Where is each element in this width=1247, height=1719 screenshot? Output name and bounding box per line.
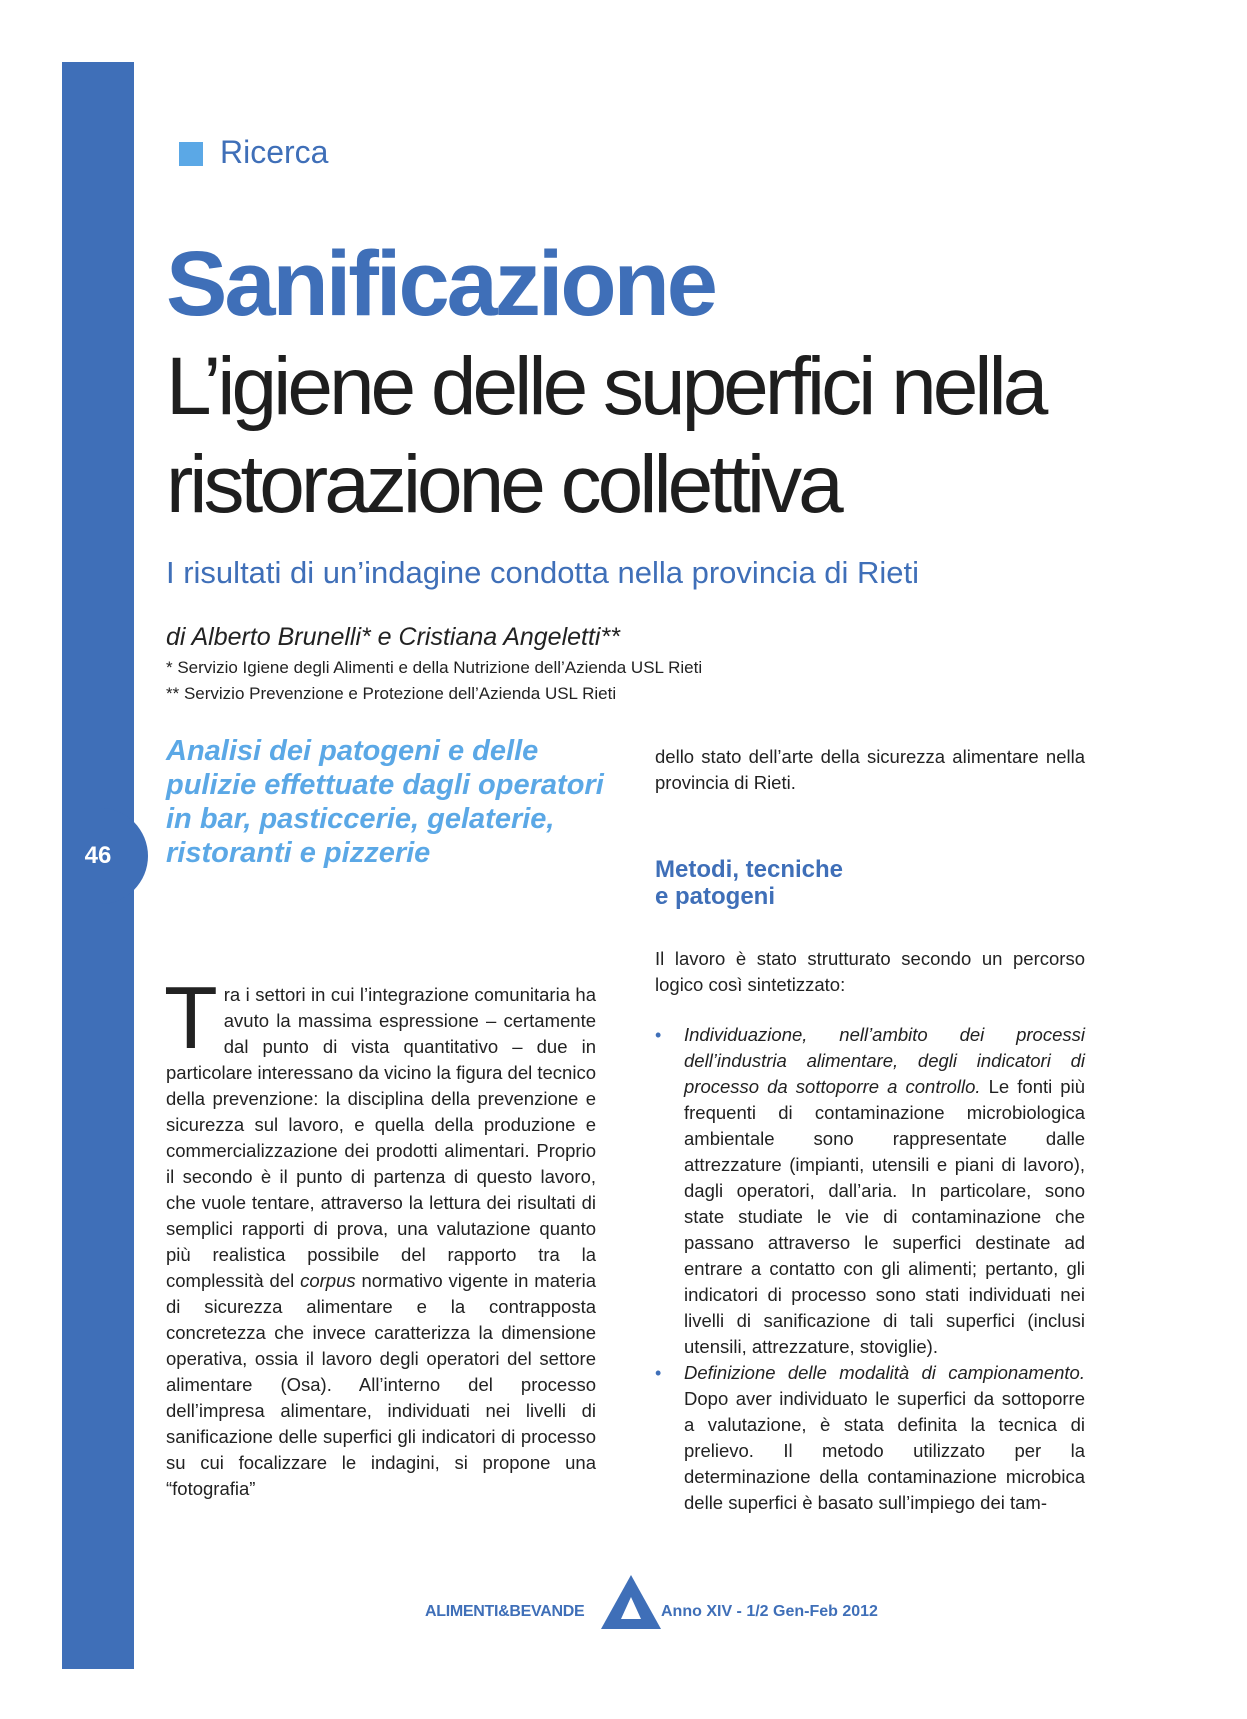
article-title: Sanificazione xyxy=(166,233,715,335)
body-column-left xyxy=(164,968,596,1502)
authors-line: di Alberto Brunelli* e Cristiana Angeletti** xyxy=(166,623,620,651)
body-column-right xyxy=(655,744,1085,1516)
magazine-logo-icon xyxy=(601,1575,661,1629)
methods-list xyxy=(655,1022,1085,1516)
section-marker-square xyxy=(179,142,203,166)
magazine-name: ALIMENTI&BEVANDE xyxy=(425,1603,585,1620)
bullet-icon: • xyxy=(655,1025,662,1045)
article-headline: L’igiene delle superfici nella ristorazione collettiva xyxy=(166,341,1045,530)
bullet-icon: • xyxy=(655,1363,662,1383)
drop-cap: T xyxy=(164,968,218,1067)
article-subtitle: I risultati di un’indagine condotta nella provincia di Rieti xyxy=(166,555,920,590)
body-paragraph: ra i settori in cui l’integrazione comunitaria ha avuto la massima espressione – certamente dal punto di vista quantitativo – due in particolare interessano da vicino la figura del tecnico della prevenzione: la disciplina della prevenzione e sicurezza sul lavoro, e quella della produzione e commercializzazione dei prodotti alimentari. Proprio il secondo è il punto di partenza di questo lavoro, che vuole tentare, attraverso la lettura dei risultati di semplici rapporti di prova, una valutazione quanto più realistica possibile del rapporto tra la complessità del corpus normativo vigente in materia di sicurezza alimentare e la contrapposta concretezza che invece caratterizza la dimensione operativa, ossia il lavoro degli operatori del settore alimentare (Osa). All’interno del processo dell’impresa alimentare, individuati nei livelli di sanificazione delle superfici gli indicatori di processo su cui focalizzare le indagini, si propone una “fotografia” xyxy=(166,984,596,1499)
affiliation-2: ** Servizio Prevenzione e Protezione dell’Azienda USL Rieti xyxy=(166,684,617,703)
body-paragraph-continued: dello stato dell’arte della sicurezza alimentare nella provincia di Rieti. xyxy=(655,746,1085,793)
list-item: • Definizione delle modalità di campionamento. Dopo aver individuato le superfici da sottoporre a valutazione, è stata definita la tecnica di prelievo. Il metodo utilizzato per la determinazione della contaminazione microbica delle superfici è basato sull’impiego dei tam- xyxy=(655,1362,1085,1513)
page-number: 46 xyxy=(62,808,148,904)
section-label: Ricerca xyxy=(220,134,329,170)
lead-text: Analisi dei patogeni e delle pulizie effettuate dagli operatori in bar, pasticcerie, gelaterie, ristoranti e pizzerie xyxy=(166,735,604,869)
methods-intro: Il lavoro è stato strutturato secondo un percorso logico così sintetizzato: xyxy=(655,948,1085,995)
list-item: • Individuazione, nell’ambito dei processi dell’industria alimentare, degli indicatori di processo da sottoporre a controllo. Le fonti più frequenti di contaminazione microbiologica ambientale sono rappresentate dalle attrezzature (impianti, utensili e piani di lavoro), dagli operatori, dall’aria. In particolare, sono state studiate le vie di contaminazione che passano attraverso le superfici destinate ad entrare a contatto con gli alimenti; pertanto, gli indicatori di processo sono stati individuati nei livelli di sanificazione di tali superfici (inclusi utensili, attrezzature, stoviglie). xyxy=(655,1024,1085,1357)
affiliation-1: * Servizio Igiene degli Alimenti e della Nutrizione dell’Azienda USL Rieti xyxy=(166,658,703,677)
issue-info: Anno XIV - 1/2 Gen-Feb 2012 xyxy=(661,1603,878,1620)
page-footer xyxy=(425,1567,945,1627)
section-heading-methods: Metodi, tecniche e patogeni xyxy=(655,856,844,910)
